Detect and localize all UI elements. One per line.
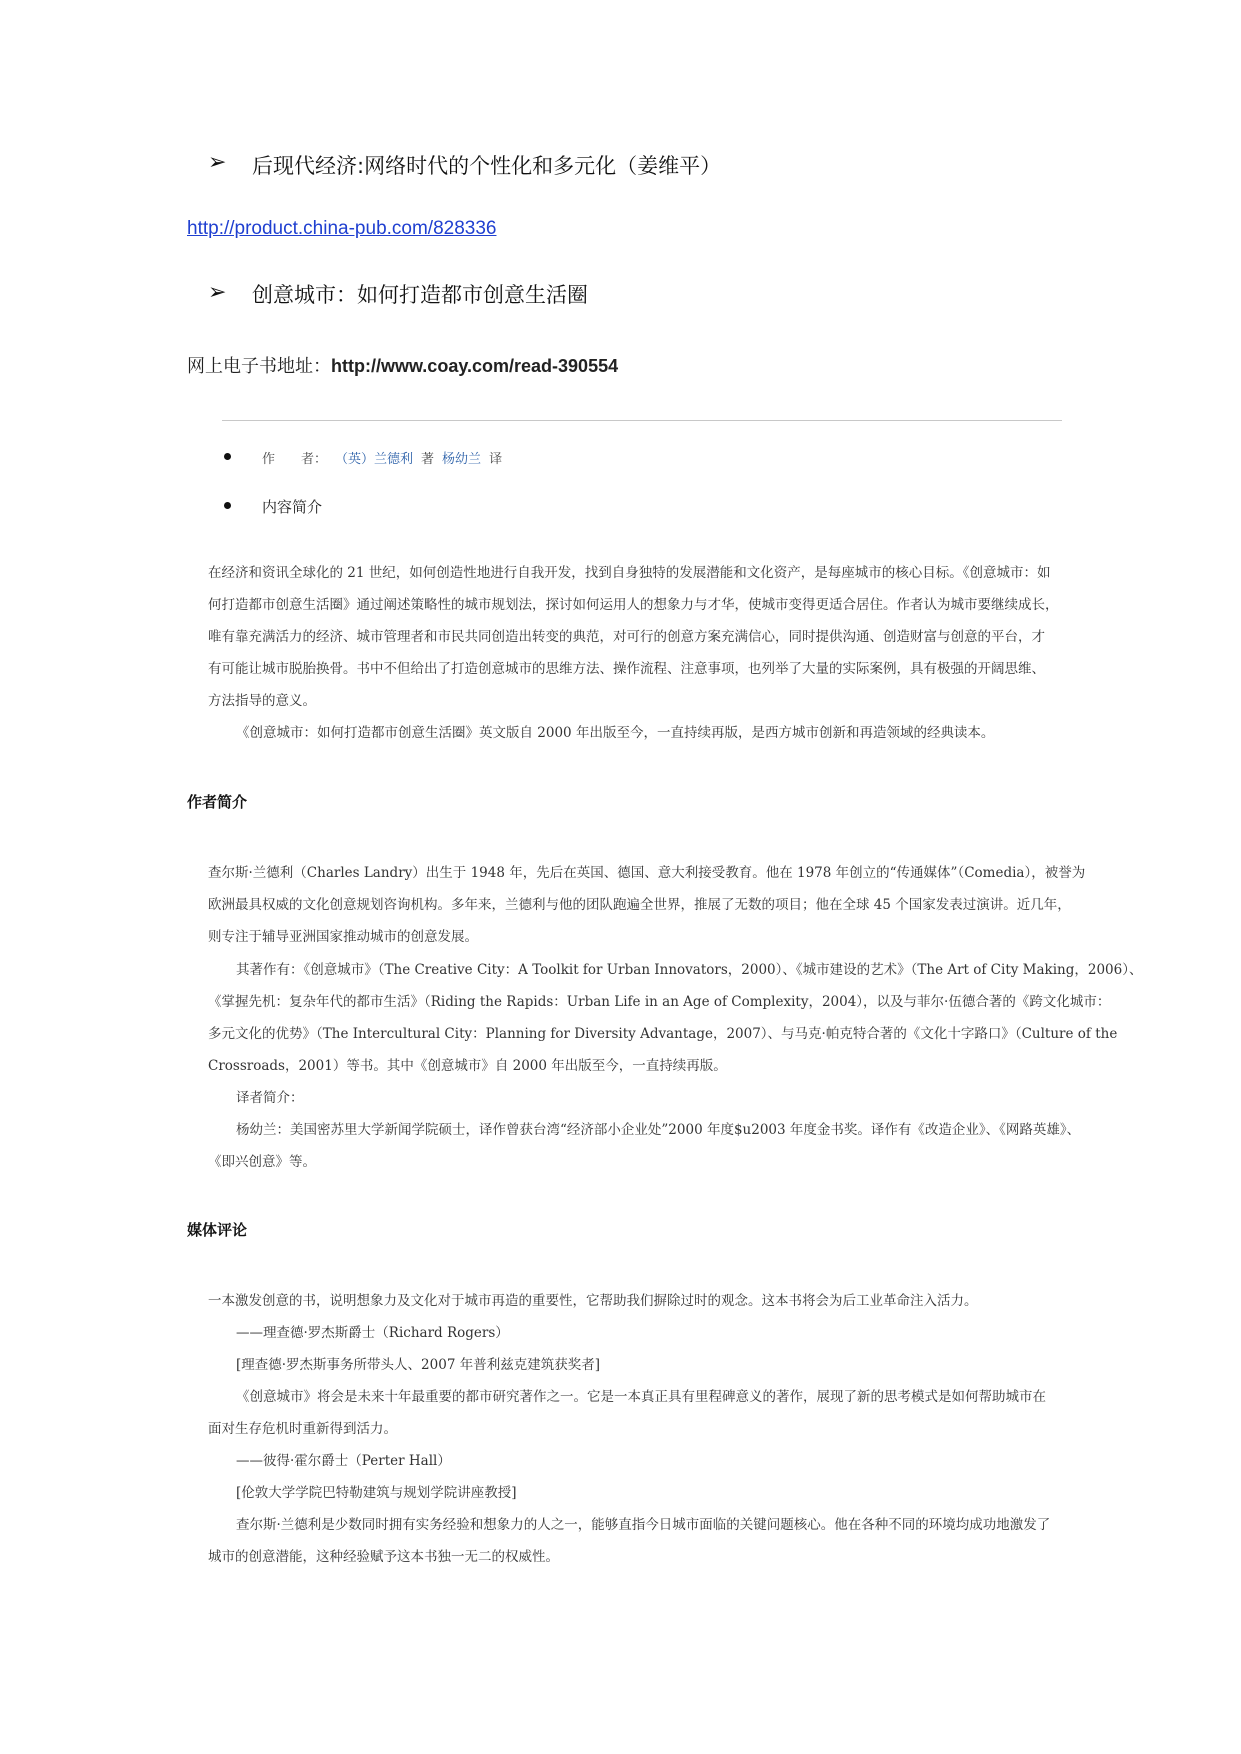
ebook-label: 网上电子书地址： [187, 356, 331, 377]
author-name-link[interactable]: （英）兰德利 [335, 452, 414, 467]
bullet-arrow-icon: ➢ [208, 280, 227, 305]
ebook-url[interactable]: http://www.coay.com/read-390554 [331, 356, 619, 376]
intro-line: 在经济和资讯全球化的 21 世纪，如何创造性地进行自我开发，找到自身独特的发展潜能和文化资产，是每座城市的核心目标。《创意城市：如 [208, 565, 1051, 581]
product-link[interactable]: http://product.china-pub.com/828336 [187, 218, 497, 239]
media-line: 《创意城市》将会是未来十年最重要的都市研究著作之一。它是一本真正具有里程碑意义的著作，展现了新的思考模式是如何帮助城市在 [236, 1389, 1046, 1405]
author-line: 《即兴创意》等。 [208, 1154, 316, 1170]
author-role: 著 [421, 452, 435, 467]
author-meta-row [262, 448, 502, 467]
media-section-heading: 媒体评论 [187, 1221, 248, 1239]
media-line: 一本激发创意的书，说明想象力及文化对于城市再造的重要性，它帮助我们摒除过时的观念。这本书将会为后工业革命注入活力。 [208, 1293, 978, 1309]
media-line: [伦敦大学学院巴特勒建筑与规划学院讲座教授] [236, 1485, 517, 1501]
author-section-heading: 作者简介 [187, 793, 248, 811]
author-line: 则专注于辅导亚洲国家推动城市的创意发展。 [208, 929, 478, 945]
bullet-arrow-icon: ➢ [208, 150, 227, 175]
author-line: Crossroads，2001）等书。其中《创意城市》自 2000 年出版至今，一直持续再版。 [208, 1058, 727, 1074]
divider [222, 420, 1062, 421]
ebook-address [187, 352, 618, 378]
author-line: 杨幼兰：美国密苏里大学新闻学院硕士，译作曾获台湾“经济部小企业处”2000 年度$u2003 年度金书奖。译作有《改造企业》、《网路英雄》、 [236, 1122, 1081, 1138]
author-line: 欧洲最具权威的文化创意规划咨询机构。多年来，兰德利与他的团队跑遍全世界，推展了无数的项目；他在全球 45 个国家发表过演讲。近几年， [208, 897, 1071, 913]
book-title-2: 创意城市：如何打造都市创意生活圈 [252, 283, 588, 307]
media-line: ——彼得·霍尔爵士（Perter Hall） [236, 1453, 451, 1469]
intro-label: 内容简介 [262, 498, 323, 516]
author-line: 《掌握先机：复杂年代的都市生活》（Riding the Rapids：Urban Life in an Age of Complexity，2004），以及与菲尔·伍德合著的《跨文化城市： [208, 994, 1111, 1010]
media-line: [理查德·罗杰斯事务所带头人、2007 年普利兹克建筑获奖者] [236, 1357, 600, 1373]
book-title-1: 后现代经济:网络时代的个性化和多元化（姜维平） [252, 154, 722, 178]
list-bullet-icon [224, 453, 231, 460]
author-line: 多元文化的优势》（The Intercultural City：Planning for Diversity Advantage，2007）、与马克·帕克特合著的《文化十字路口》（Culture of the [208, 1026, 1118, 1042]
intro-line: 唯有靠充满活力的经济、城市管理者和市民共同创造出转变的典范，对可行的创意方案充满信心，同时提供沟通、创造财富与创意的平台，才 [208, 629, 1045, 645]
author-line: 查尔斯·兰德利（Charles Landry）出生于 1948 年，先后在英国、德国、意大利接受教育。他在 1978 年创立的“传通媒体”（Comedia），被誉为 [208, 865, 1086, 881]
media-line: 面对生存危机时重新得到活力。 [208, 1421, 397, 1437]
media-line: ——理查德·罗杰斯爵士（Richard Rogers） [236, 1325, 509, 1341]
intro-line: 有可能让城市脱胎换骨。书中不但给出了打造创意城市的思维方法、操作流程、注意事项，也列举了大量的实际案例，具有极强的开阔思维、 [208, 661, 1045, 677]
list-bullet-icon [224, 502, 231, 509]
author-line: 其著作有：《创意城市》（The Creative City：A Toolkit for Urban Innovators，2000）、《城市建设的艺术》（The Art of City Making，2006）、 [236, 962, 1143, 978]
intro-line: 方法指导的意义。 [208, 693, 316, 709]
media-line: 城市的创意潜能，这种经验赋予这本书独一无二的权威性。 [208, 1549, 559, 1565]
author-label: 作 者： [262, 452, 328, 467]
translator-role: 译 [489, 452, 503, 467]
media-line: 查尔斯·兰德利是少数同时拥有实务经验和想象力的人之一，能够直指今日城市面临的关键问题核心。他在各种不同的环境均成功地激发了 [236, 1517, 1051, 1533]
translator-heading: 译者简介： [236, 1090, 304, 1106]
intro-line: 《创意城市：如何打造都市创意生活圈》英文版自 2000 年出版至今，一直持续再版，是西方城市创新和再造领域的经典读本。 [236, 725, 995, 741]
translator-name-link[interactable]: 杨幼兰 [442, 452, 482, 467]
intro-line: 何打造都市创意生活圈》通过阐述策略性的城市规划法，探讨如何运用人的想象力与才华，使城市变得更适合居住。作者认为城市要继续成长， [208, 597, 1059, 613]
